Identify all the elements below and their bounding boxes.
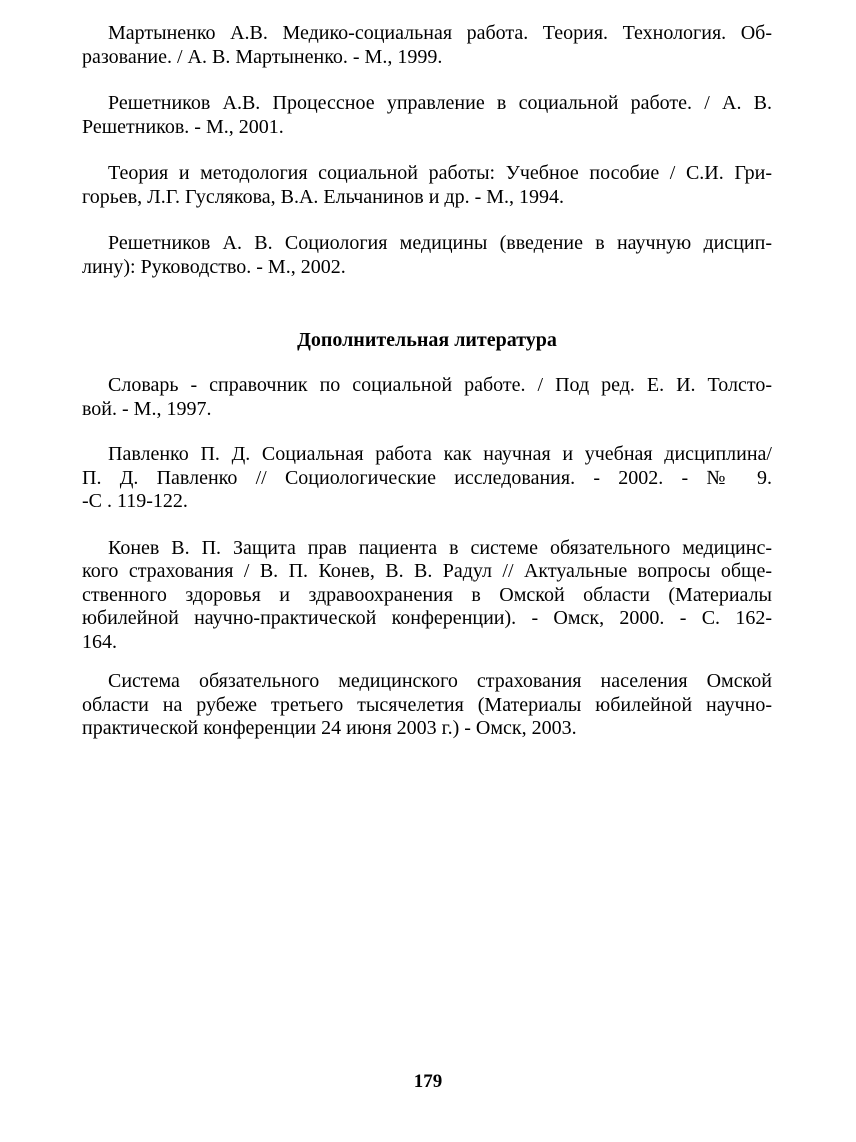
reference-entry xyxy=(82,232,772,279)
reference-entry xyxy=(82,537,772,655)
reference-line: области на рубеже третьего тысячелетия (Материалы юбилейной научно- xyxy=(82,693,772,716)
reference-line: 164. xyxy=(82,630,117,653)
reference-line: Конев В. П. Защита прав пациента в системе обязательного медицинс- xyxy=(108,536,772,559)
reference-line: ственного здоровья и здравоохранения в Омской области (Материалы xyxy=(82,583,772,606)
reference-entry xyxy=(82,443,772,514)
reference-line: Решетников А.В. Процессное управление в социальной работе. / А. В. xyxy=(108,92,772,114)
reference-line: кого страхования / В. П. Конев, В. В. Радул // Актуальные вопросы обще- xyxy=(82,560,772,582)
section-title: Дополнительная литература xyxy=(297,329,557,351)
reference-entry xyxy=(82,92,772,139)
reference-entry xyxy=(82,162,772,209)
reference-line: П. Д. Павленко // Социологические исследования. - 2002. - № 9. xyxy=(82,466,772,489)
reference-line: вой. - М., 1997. xyxy=(82,397,212,420)
reference-line: лину): Руководство. - М., 2002. xyxy=(82,255,346,278)
reference-line: Павленко П. Д. Социальная работа как научная и учебная дисциплина/ xyxy=(108,443,772,465)
reference-line: юбилейной научно-практической конференции). - Омск, 2000. - С. 162- xyxy=(82,607,772,629)
reference-line: Мартыненко А.В. Медико-социальная работа. Теория. Технология. Об- xyxy=(108,22,772,44)
reference-line: Система обязательного медицинского страхования населения Омской xyxy=(108,670,772,692)
page-body xyxy=(82,22,772,741)
reference-entry xyxy=(82,374,772,421)
reference-line: разование. / А. В. Мартыненко. - М., 1999. xyxy=(82,45,443,68)
reference-line: -С . 119-122. xyxy=(82,490,188,512)
reference-line: Решетников. - М., 2001. xyxy=(82,115,284,138)
reference-line: Словарь - справочник по социальной работе. / Под ред. Е. И. Толсто- xyxy=(108,374,772,396)
reference-entry xyxy=(82,22,772,69)
page-number: 179 xyxy=(413,1071,443,1092)
reference-line: горьев, Л.Г. Гуслякова, В.А. Ельчанинов и др. - М., 1994. xyxy=(82,185,565,208)
reference-entry xyxy=(82,670,772,741)
reference-line: Решетников А. В. Социология медицины (введение в научную дисцип- xyxy=(108,232,772,254)
reference-line: Теория и методология социальной работы: Учебное пособие / С.И. Гри- xyxy=(108,162,772,184)
reference-line: практической конференции 24 июня 2003 г.) - Омск, 2003. xyxy=(82,717,577,739)
